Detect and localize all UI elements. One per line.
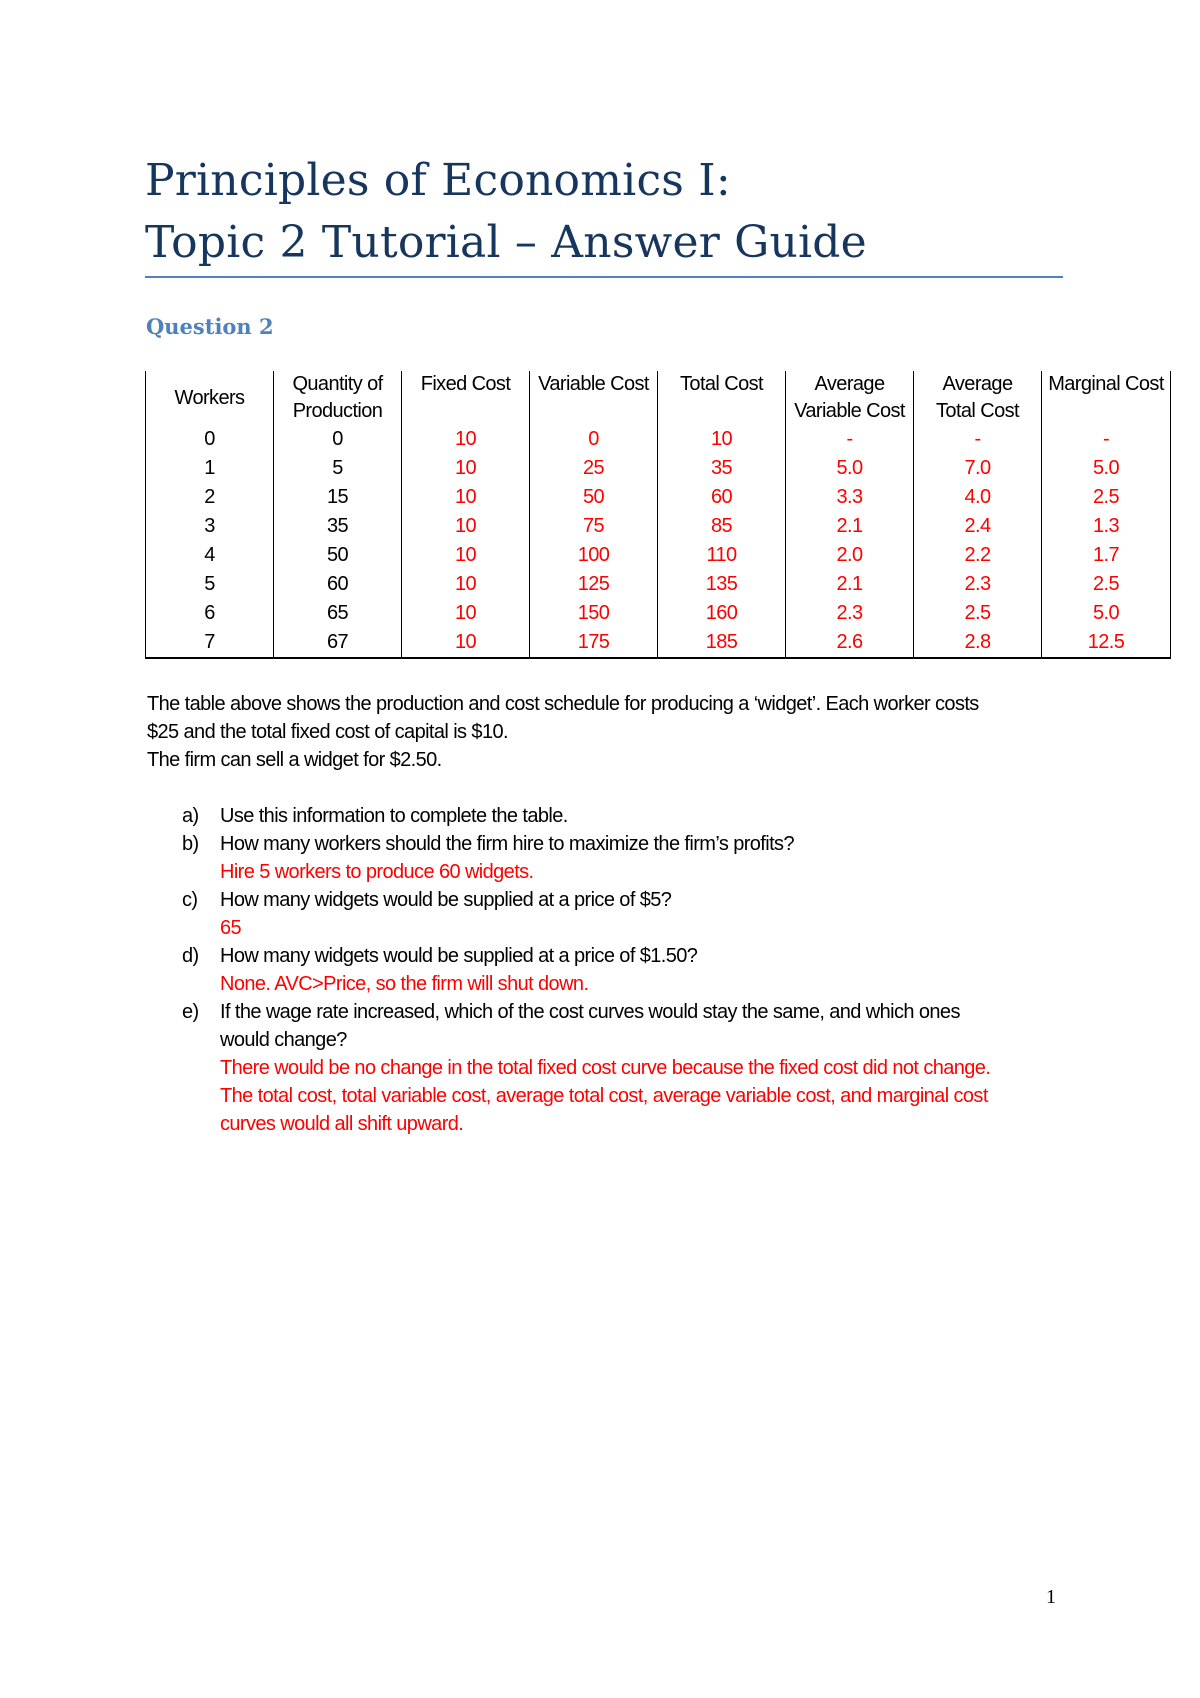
- table-row: [146, 541, 1171, 570]
- table-cell: 2.3: [914, 570, 1042, 599]
- item-answer: Hire 5 workers to produce 60 widgets.: [220, 861, 534, 883]
- question-list: [182, 802, 1082, 1138]
- question-item: [182, 998, 1082, 1138]
- table-cell: 100: [530, 541, 658, 570]
- table-cell: 0: [146, 425, 274, 454]
- table-cell: 5.0: [1042, 454, 1171, 483]
- table-cell: 10: [402, 570, 530, 599]
- header-text: Total Cost: [936, 400, 1019, 422]
- header-fixed-cost: [402, 371, 530, 425]
- header-quantity: [274, 371, 402, 425]
- table-cell: 3.3: [786, 483, 914, 512]
- table-header-row: [146, 371, 1171, 425]
- table-cell: 10: [402, 483, 530, 512]
- header-text: Marginal Cost: [1048, 373, 1164, 395]
- item-answer: 65: [220, 917, 242, 939]
- table-cell: 2.1: [786, 512, 914, 541]
- table-cell: 2.5: [914, 599, 1042, 628]
- table-cell: 2.0: [786, 541, 914, 570]
- description-line: $25 and the total fixed cost of capital is $10.: [147, 721, 508, 743]
- page-number: 1: [1046, 1586, 1056, 1608]
- table-cell: 67: [274, 628, 402, 658]
- item-label: e): [182, 1001, 199, 1023]
- item-question: would change?: [220, 1029, 347, 1051]
- table-cell: 2.4: [914, 512, 1042, 541]
- table-cell: 85: [658, 512, 786, 541]
- table-cell: 1.3: [1042, 512, 1171, 541]
- table-cell: 3: [146, 512, 274, 541]
- title-line-1: Principles of Economics I:: [145, 155, 731, 206]
- table-cell: 1.7: [1042, 541, 1171, 570]
- item-question: How many widgets would be supplied at a price of $1.50?: [220, 945, 698, 967]
- table-cell: 2.5: [1042, 570, 1171, 599]
- table-cell: 185: [658, 628, 786, 658]
- table-cell: 10: [402, 454, 530, 483]
- table-cell: 65: [274, 599, 402, 628]
- question-heading: Question 2: [146, 314, 274, 339]
- table-cell: 5: [146, 570, 274, 599]
- table-cell: 4: [146, 541, 274, 570]
- item-answer: The total cost, total variable cost, average total cost, average variable cost, and marginal cost: [220, 1085, 988, 1107]
- table-cell: 35: [658, 454, 786, 483]
- table-cell: 4.0: [914, 483, 1042, 512]
- table-row: [146, 599, 1171, 628]
- table-cell: 50: [530, 483, 658, 512]
- table-row: [146, 454, 1171, 483]
- table-row: [146, 425, 1171, 454]
- table-cell: 5.0: [1042, 599, 1171, 628]
- table-cell: 160: [658, 599, 786, 628]
- table-cell: 0: [274, 425, 402, 454]
- table-cell: 2: [146, 483, 274, 512]
- document-title: [145, 150, 1065, 274]
- table-cell: 12.5: [1042, 628, 1171, 658]
- table-cell: 7: [146, 628, 274, 658]
- header-text: Workers: [174, 386, 245, 409]
- table-cell: 110: [658, 541, 786, 570]
- item-label: c): [182, 889, 198, 911]
- title-divider: [145, 276, 1063, 278]
- question-item: [182, 830, 1082, 886]
- item-label: b): [182, 833, 199, 855]
- table-cell: 50: [274, 541, 402, 570]
- table-cell: 5.0: [786, 454, 914, 483]
- question-item: [182, 802, 1082, 830]
- table-cell: 10: [658, 425, 786, 454]
- item-label: a): [182, 805, 199, 827]
- table-row: [146, 570, 1171, 599]
- header-average-total-cost: [914, 371, 1042, 425]
- question-item: [182, 886, 1082, 942]
- header-workers: [146, 371, 274, 425]
- table-cell: 125: [530, 570, 658, 599]
- header-text: Production: [292, 400, 383, 422]
- table-row: [146, 512, 1171, 541]
- item-answer: curves would all shift upward.: [220, 1113, 464, 1135]
- item-question: How many workers should the firm hire to maximize the firm’s profits?: [220, 833, 794, 855]
- table-cell: 75: [530, 512, 658, 541]
- table-cell: 135: [658, 570, 786, 599]
- header-text: Quantity of: [292, 373, 383, 395]
- header-text: Variable Cost: [794, 400, 905, 422]
- table-cell: 25: [530, 454, 658, 483]
- question-description: [147, 690, 1107, 774]
- header-text: Fixed Cost: [420, 373, 511, 395]
- table-row: [146, 628, 1171, 658]
- item-answer: There would be no change in the total fixed cost curve because the fixed cost did not change.: [220, 1057, 991, 1079]
- cost-schedule-table: [145, 371, 1171, 659]
- header-text: Average: [942, 373, 1013, 395]
- table-cell: -: [1042, 425, 1171, 454]
- table-body: [146, 425, 1171, 658]
- table-cell: 2.1: [786, 570, 914, 599]
- item-question: Use this information to complete the table.: [220, 805, 568, 827]
- item-question: If the wage rate increased, which of the cost curves would stay the same, and which ones: [220, 1001, 960, 1023]
- table-row: [146, 483, 1171, 512]
- table-cell: 2.8: [914, 628, 1042, 658]
- description-line: The table above shows the production and cost schedule for producing a ‘widget’. Each worker costs: [147, 693, 979, 715]
- description-line: The firm can sell a widget for $2.50.: [147, 749, 442, 771]
- item-answer: None. AVC>Price, so the firm will shut down.: [220, 973, 589, 995]
- header-average-variable-cost: [786, 371, 914, 425]
- header-text: Variable Cost: [538, 373, 649, 395]
- table-cell: 35: [274, 512, 402, 541]
- table-cell: 175: [530, 628, 658, 658]
- question-item: [182, 942, 1082, 998]
- item-label: d): [182, 945, 199, 967]
- item-question: How many widgets would be supplied at a price of $5?: [220, 889, 672, 911]
- table-cell: 0: [530, 425, 658, 454]
- header-variable-cost: [530, 371, 658, 425]
- table-cell: 10: [402, 599, 530, 628]
- title-line-2: Topic 2 Tutorial – Answer Guide: [145, 217, 867, 268]
- table-cell: 10: [402, 512, 530, 541]
- header-total-cost: [658, 371, 786, 425]
- table-cell: 10: [402, 425, 530, 454]
- table-cell: 10: [402, 541, 530, 570]
- table-cell: 10: [402, 628, 530, 658]
- table-cell: 2.5: [1042, 483, 1171, 512]
- table-cell: -: [786, 425, 914, 454]
- table-cell: 150: [530, 599, 658, 628]
- table-cell: 2.6: [786, 628, 914, 658]
- table-cell: 1: [146, 454, 274, 483]
- table-cell: 7.0: [914, 454, 1042, 483]
- table-cell: 5: [274, 454, 402, 483]
- table-cell: 6: [146, 599, 274, 628]
- header-marginal-cost: [1042, 371, 1171, 425]
- table-cell: 2.3: [786, 599, 914, 628]
- header-text: Average: [814, 373, 885, 395]
- table-cell: 2.2: [914, 541, 1042, 570]
- table-cell: -: [914, 425, 1042, 454]
- table-cell: 15: [274, 483, 402, 512]
- table-cell: 60: [658, 483, 786, 512]
- table-cell: 60: [274, 570, 402, 599]
- header-text: Total Cost: [680, 373, 763, 395]
